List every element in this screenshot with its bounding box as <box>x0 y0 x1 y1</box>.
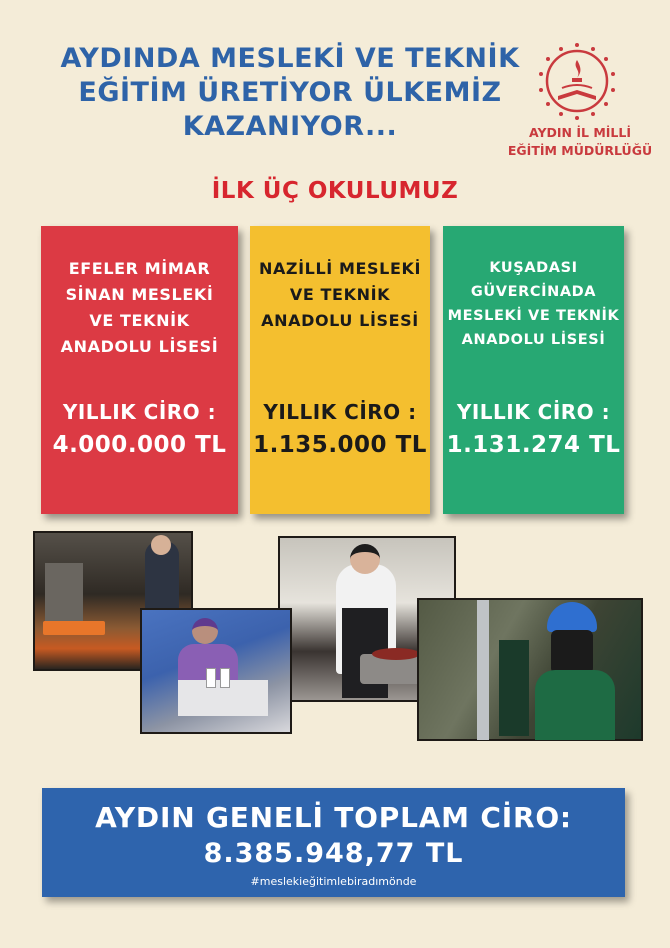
headline-line-3: KAZANIYOR... <box>182 111 398 142</box>
school-name <box>447 256 620 352</box>
school-name-line: NAZİLLİ MESLEKİ <box>258 259 422 278</box>
school-name <box>254 256 426 334</box>
revenue-label: YILLIK CİRO : <box>62 400 217 424</box>
ministry-line-1: AYDIN İL MİLLİ <box>528 125 631 140</box>
revenue-value: 4.000.000 TL <box>52 432 227 458</box>
ministry-emblem-icon <box>536 40 618 122</box>
total-revenue-value: 8.385.948,77 TL <box>203 838 464 869</box>
ministry-name <box>500 124 660 160</box>
total-revenue-label: AYDIN GENELİ TOPLAM CİRO: <box>95 801 572 834</box>
revenue-label: YILLIK CİRO : <box>263 400 417 424</box>
hashtag: #meslekieğitimlebiradımönde <box>250 875 417 888</box>
headline <box>40 42 540 144</box>
school-name-line: VE TEKNİK <box>289 285 391 304</box>
school-name-line: SİNAN MESLEKİ <box>65 285 214 304</box>
school-name-line: KUŞADASI <box>489 260 578 276</box>
school-name-line: MESLEKİ VE TEKNİK <box>447 308 620 324</box>
school-card-kusadasi <box>443 226 624 514</box>
school-name-line: ANADOLU LİSESİ <box>60 337 219 356</box>
total-revenue-banner <box>42 788 625 897</box>
school-name-line: ANADOLU LİSESİ <box>261 311 419 330</box>
school-name-line: VE TEKNİK <box>89 311 190 330</box>
headline-line-1: AYDINDA MESLEKİ VE TEKNİK <box>60 43 520 74</box>
electrical-lab-photo <box>417 598 643 741</box>
section-subtitle: İLK ÜÇ OKULUMUZ <box>211 178 459 204</box>
school-name-line: EFELER MİMAR <box>68 259 211 278</box>
school-card-nazilli <box>250 226 430 514</box>
school-name <box>45 256 234 360</box>
school-name-line: ANADOLU LİSESİ <box>461 332 606 348</box>
school-card-efeler <box>41 226 238 514</box>
revenue-value: 1.131.274 TL <box>446 432 621 458</box>
ministry-line-2: EĞİTİM MÜDÜRLÜĞÜ <box>507 143 653 158</box>
textile-photo <box>140 608 292 734</box>
school-name-line: GÜVERCİNADA <box>470 284 597 300</box>
revenue-label: YILLIK CİRO : <box>456 400 611 424</box>
revenue-value: 1.135.000 TL <box>253 432 427 458</box>
headline-line-2: EĞİTİM ÜRETİYOR ÜLKEMİZ <box>78 77 502 108</box>
